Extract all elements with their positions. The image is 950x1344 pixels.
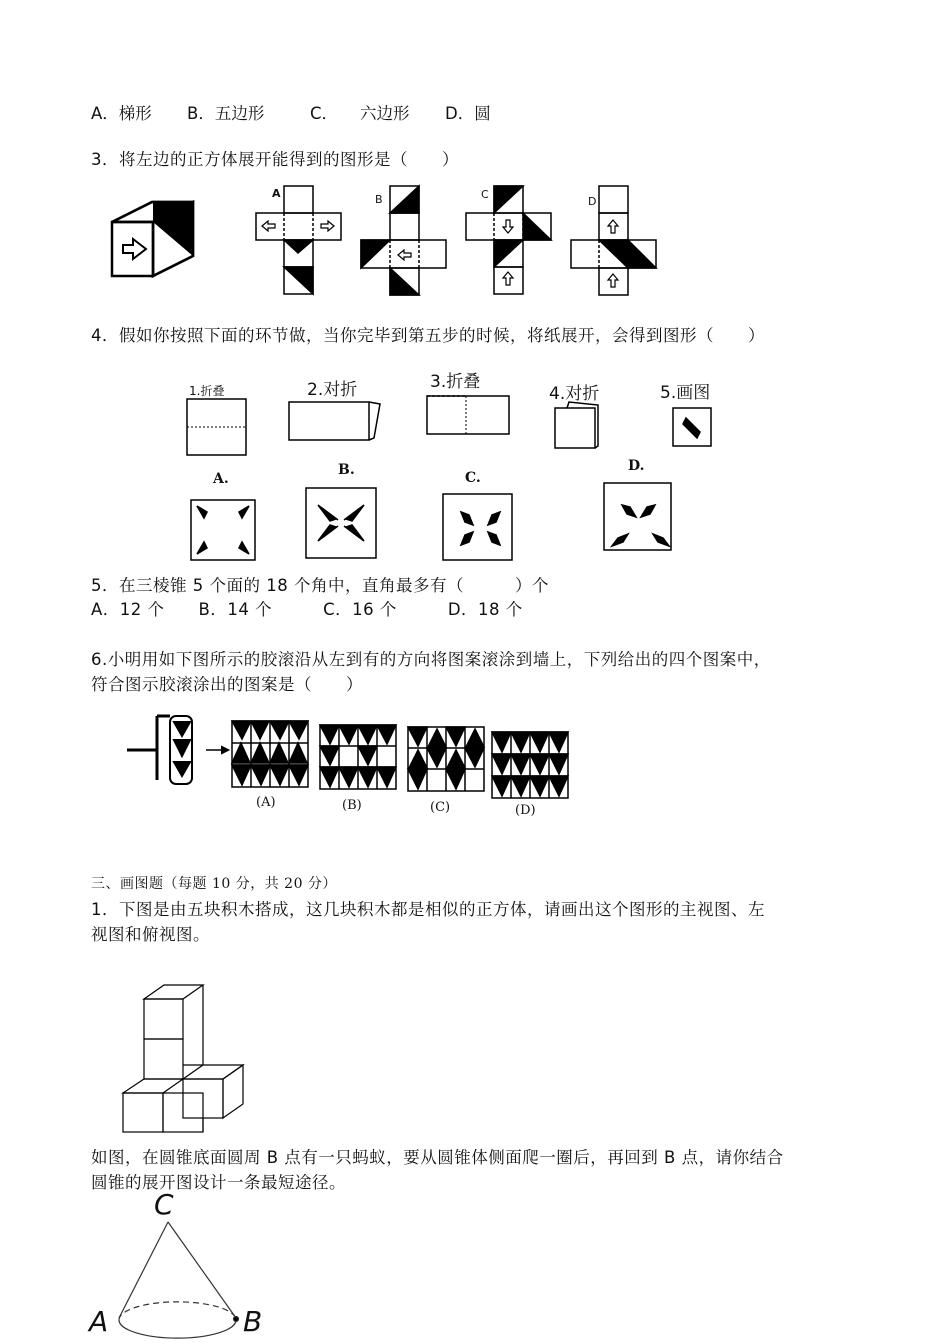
- section-3-title: 三、画图题（每题 10 分，共 20 分）: [91, 876, 337, 892]
- s3-q2-line1: 如图，在圆锥底面圆周 B 点有一只蚂蚁，要从圆锥体侧面爬一圈后，再回到 B 点，请你结合: [91, 1148, 784, 1167]
- q4-option-c-label: C.: [465, 470, 481, 486]
- option-d-figure: [604, 483, 671, 550]
- q5-options: A．12 个 B．14 个 C．16 个 D．18 个: [91, 600, 523, 619]
- s3-q1-line1: 1．下图是由五块积木搭成，这几块积木都是相似的正方体，请画出这个图形的主视图、左: [91, 900, 765, 919]
- cone-point-b-label: B: [243, 1305, 263, 1338]
- net-c: [466, 186, 551, 294]
- option-a-figure: [191, 500, 255, 560]
- option-b-figure: [306, 488, 376, 558]
- net-c-label: C: [481, 188, 489, 201]
- pattern-c: [408, 727, 484, 791]
- step-2-label: 2.对折: [307, 380, 358, 400]
- q4-option-d-label: D.: [628, 458, 645, 474]
- pattern-a-label: (A): [256, 795, 276, 810]
- pattern-b-label: (B): [342, 798, 362, 813]
- q4-option-a-label: A.: [213, 471, 229, 487]
- step-1-label: 1.折叠: [189, 384, 225, 398]
- pattern-d: [492, 732, 568, 798]
- net-d: [571, 186, 656, 295]
- cube-figure: [112, 202, 193, 276]
- net-d-label: D: [588, 195, 597, 208]
- step-5-label: 5.画图: [660, 383, 711, 403]
- step-4-label: 4.对折: [549, 384, 600, 404]
- s3-q1-line2: 视图和俯视图。: [91, 925, 210, 944]
- q6-question-line2: 符合图示胶滚涂出的图案是（ ）: [91, 675, 363, 694]
- q2-option-b: B．五边形: [187, 104, 265, 123]
- q2-option-a: A．梯形: [91, 104, 152, 123]
- cone-apex-label: C: [154, 1188, 174, 1221]
- pattern-c-label: (C): [430, 800, 451, 815]
- q5-question: 5．在三棱锥 5 个面的 18 个角中，直角最多有（ ）个: [91, 576, 549, 595]
- q6-question-line1: 6.小明用如下图所示的胶滚沿从左到有的方向将图案滚涂到墙上，下列给出的四个图案中，: [91, 650, 771, 669]
- pattern-a: [232, 721, 308, 787]
- net-a: [256, 186, 341, 294]
- step-3-label: 3.折叠: [430, 372, 481, 392]
- q2-option-c: C．: [310, 104, 339, 123]
- s3-q2-line2: 圆锥的展开图设计一条最短途径。: [91, 1173, 346, 1192]
- roller-figure: [127, 716, 228, 784]
- net-b: [361, 186, 446, 295]
- cone-point-a-label: A: [89, 1305, 109, 1338]
- net-b-label: B: [375, 193, 383, 206]
- q4-question: 4．假如你按照下面的环节做，当你完毕到第五步的时候，将纸展开，会得到图形（ ）: [91, 326, 765, 345]
- q3-question: 3．将左边的正方体展开能得到的图形是（ ）: [91, 150, 459, 169]
- q2-option-c-text: 六边形: [360, 104, 410, 123]
- pattern-d-label: (D): [515, 803, 536, 818]
- net-a-label: A: [272, 187, 281, 200]
- option-c-figure: [443, 494, 512, 560]
- pattern-b: [320, 725, 396, 789]
- q4-option-b-label: B.: [338, 462, 355, 478]
- q2-option-d: D．圆: [445, 104, 491, 123]
- fold-steps: [187, 396, 711, 455]
